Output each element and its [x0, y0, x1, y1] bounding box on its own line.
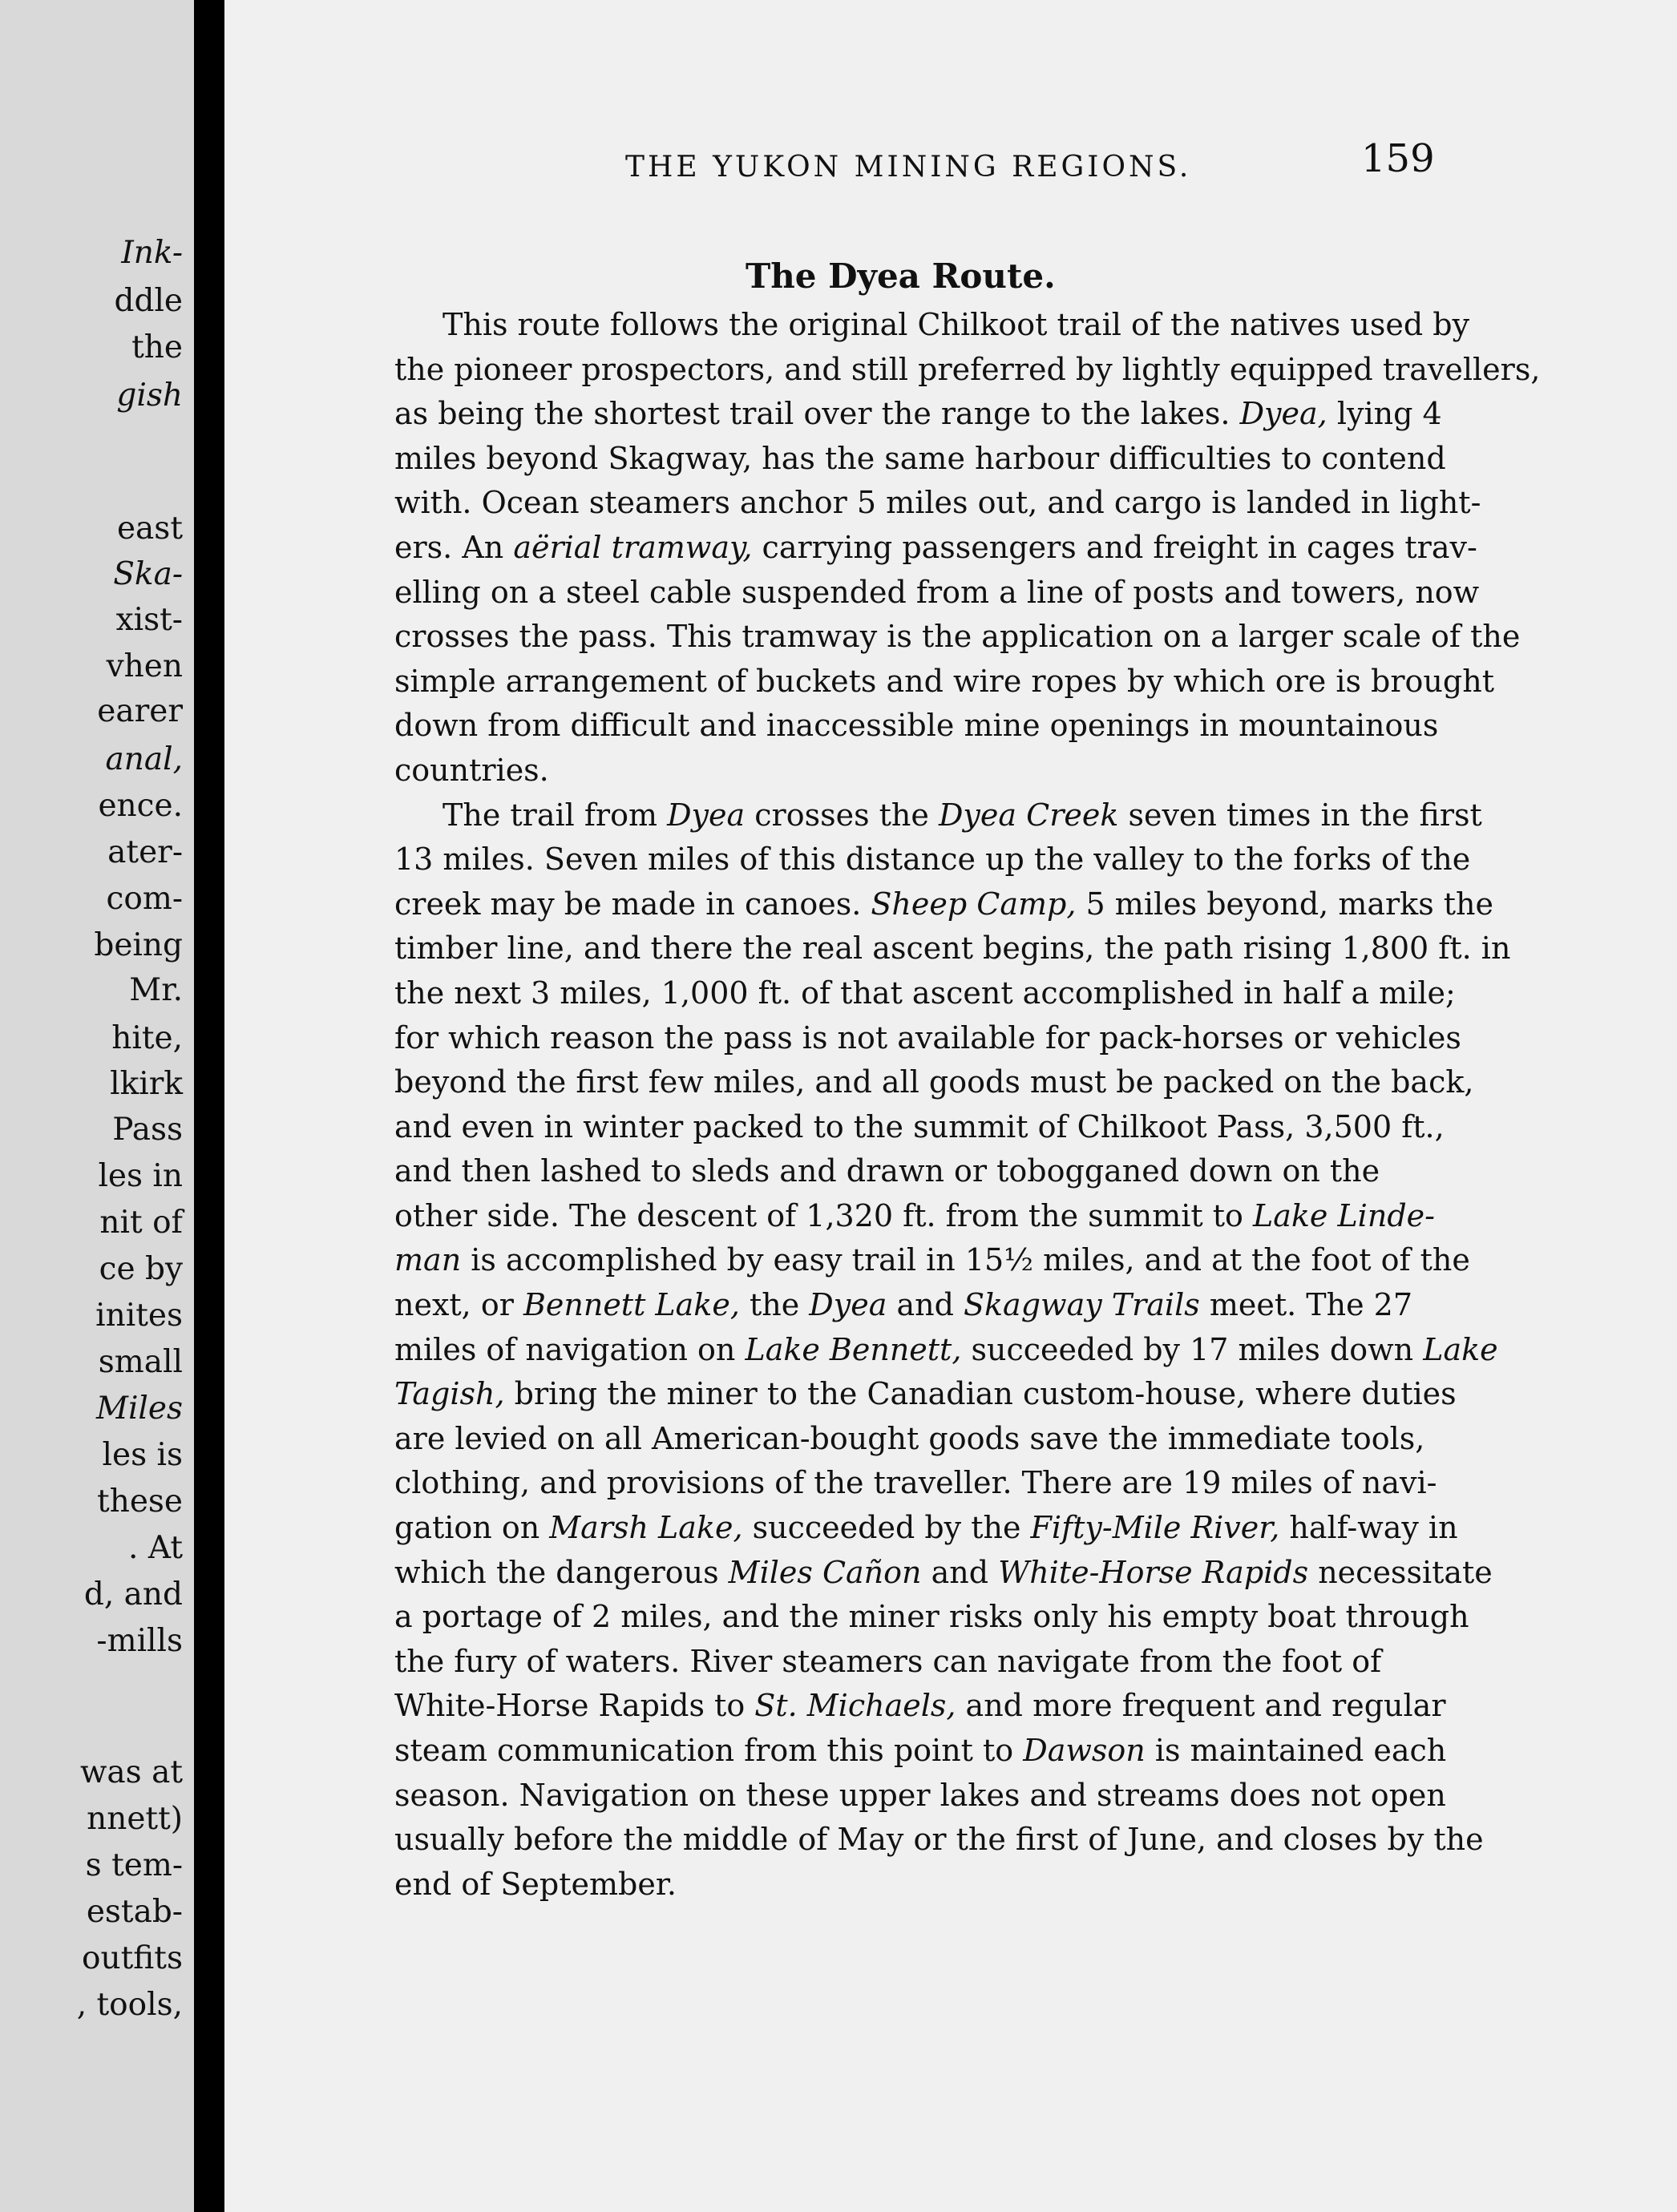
text-run: for which reason the pass is not available for pack-horses or vehicles [394, 1019, 1461, 1056]
text-run: the fury of waters. River steamers can navigate from the foot of [394, 1643, 1382, 1679]
text-run: is maintained each [1145, 1733, 1447, 1768]
text-run: necessitate [1308, 1554, 1493, 1590]
facing-page-fragment [0, 0, 194, 2212]
italic-place-name: Lake Bennett, [745, 1331, 962, 1367]
italic-place-name: Marsh Lake, [549, 1510, 743, 1546]
text-line [394, 1729, 1661, 1774]
text-line [394, 971, 1661, 1016]
italic-place-name: Dyea Creek [938, 797, 1119, 833]
text-line [394, 437, 1661, 482]
facing-page-text: inites [95, 1298, 183, 1334]
text-run: next, or [394, 1287, 523, 1323]
text-line [394, 660, 1661, 704]
italic-place-name: St. Michaels, [754, 1688, 956, 1724]
italic-place-name: Skagway Trails [964, 1287, 1200, 1323]
text-line [394, 1149, 1661, 1194]
text-line [394, 1863, 1661, 1907]
facing-page-text: Ska- [113, 556, 183, 592]
facing-page-text: nnett) [87, 1801, 183, 1837]
text-run: beyond the first few miles, and all goods must be packed on the back, [394, 1064, 1474, 1100]
facing-page-text: anal, [105, 741, 183, 777]
text-run: succeeded by 17 miles down [961, 1331, 1424, 1367]
text-run: seven times in the first [1118, 797, 1482, 833]
facing-page-text: estab- [86, 1894, 183, 1930]
text-run: and then lashed to sleds and drawn or tobogganed down on the [394, 1153, 1380, 1189]
text-line [394, 1595, 1661, 1640]
facing-page-text: Pass [112, 1112, 183, 1148]
italic-place-name: Dyea [667, 797, 746, 833]
text-line [394, 838, 1661, 882]
facing-page-text: ater- [107, 834, 183, 870]
facing-page-text: earer [97, 693, 183, 729]
book-page [224, 0, 1677, 2212]
facing-page-text: xist- [115, 602, 183, 638]
text-run: and even in winter packed to the summit of Chilkoot Pass, 3,500 ft., [394, 1108, 1445, 1144]
book-gutter [194, 0, 224, 2212]
italic-place-name: man [394, 1242, 462, 1278]
text-run: with. Ocean steamers anchor 5 miles out, and cargo is landed in light- [394, 485, 1481, 521]
italic-place-name: Dyea [809, 1287, 887, 1323]
facing-page-text: Miles [96, 1391, 183, 1427]
facing-page-text: Ink- [121, 235, 183, 271]
text-run: which the dangerous [394, 1554, 729, 1590]
italic-place-name: Miles Cañon [728, 1554, 922, 1590]
text-line [394, 526, 1661, 571]
text-line [394, 882, 1661, 927]
facing-page-text: nit of [99, 1205, 183, 1241]
italic-place-name: Lake [1423, 1331, 1498, 1367]
paragraph [394, 793, 1661, 1907]
text-line [394, 1105, 1661, 1150]
facing-page-text: ddle [114, 283, 183, 319]
text-run: usually before the middle of May or the first of June, and closes by the [394, 1822, 1484, 1858]
text-line [394, 1016, 1661, 1061]
text-line [394, 1551, 1661, 1596]
text-line [394, 1283, 1661, 1328]
italic-place-name: Dawson [1023, 1733, 1146, 1768]
page-number: 159 [1361, 136, 1435, 181]
italic-place-name: Fifty-Mile River, [1030, 1510, 1280, 1546]
facing-page-text: com- [106, 881, 183, 917]
text-run: crosses the [745, 797, 939, 833]
facing-page-text: hite, [111, 1020, 183, 1056]
facing-page-text: east [116, 511, 183, 547]
text-run: The trail from [442, 797, 668, 833]
text-run: and more frequent and regular [956, 1688, 1446, 1724]
italic-place-name: Bennett Lake, [523, 1287, 740, 1323]
text-line [394, 303, 1661, 348]
text-line [394, 1328, 1661, 1373]
text-run: other side. The descent of 1,320 ft. from the summit to [394, 1197, 1253, 1233]
text-run: ers. An [394, 529, 514, 565]
text-line [394, 1060, 1661, 1105]
facing-page-text: les is [102, 1437, 183, 1473]
text-run: miles beyond Skagway, has the same harbour difficulties to contend [394, 440, 1446, 476]
text-line [394, 1774, 1661, 1818]
text-run: are levied on all American-bought goods save the immediate tools, [394, 1420, 1425, 1456]
text-line [394, 1640, 1661, 1685]
text-run: elling on a steel cable suspended from a line of posts and towers, now [394, 574, 1480, 610]
facing-page-text: ce by [99, 1251, 183, 1287]
italic-place-name: Tagish, [394, 1376, 505, 1412]
text-run: White-Horse Rapids to [394, 1688, 755, 1724]
body-text [394, 303, 1661, 1907]
facing-page-text: les in [98, 1158, 183, 1194]
text-line [394, 1684, 1661, 1729]
text-line [394, 749, 1661, 793]
text-run: lying 4 [1327, 396, 1442, 432]
text-run: gation on [394, 1510, 550, 1546]
facing-page-text: , tools, [76, 1987, 183, 2023]
text-line [394, 926, 1661, 971]
text-line [394, 704, 1661, 749]
facing-page-text: outfits [82, 1940, 183, 1976]
italic-place-name: Sheep Camp, [871, 886, 1077, 922]
text-run: meet. The 27 [1199, 1287, 1413, 1323]
text-run: as being the shortest trail over the range to the lakes. [394, 396, 1240, 432]
text-run: creek may be made in canoes. [394, 886, 871, 922]
text-run: down from difficult and inaccessible mine openings in mountainous [394, 708, 1439, 744]
facing-page-text: d, and [83, 1576, 183, 1613]
text-line [394, 571, 1661, 616]
text-line [394, 1506, 1661, 1551]
text-run: end of September. [394, 1866, 677, 1902]
text-run: bring the miner to the Canadian custom-house, where duties [504, 1376, 1457, 1412]
text-run: is accomplished by easy trail in 15½ miles, and at the foot of the [461, 1242, 1470, 1278]
text-run: countries. [394, 752, 549, 788]
facing-page-text: Mr. [129, 972, 183, 1008]
text-run: timber line, and there the real ascent begins, the path rising 1,800 ft. in [394, 930, 1511, 967]
text-line [394, 1372, 1661, 1417]
text-line [394, 1461, 1661, 1506]
text-run: half-way in [1279, 1510, 1458, 1546]
text-run: steam communication from this point to [394, 1733, 1024, 1768]
facing-page-text: the [131, 329, 183, 365]
text-run: and [887, 1287, 964, 1323]
facing-page-text: . At [128, 1530, 183, 1566]
text-line [394, 1417, 1661, 1462]
italic-place-name: aërial tramway, [513, 529, 753, 565]
running-header: THE YUKON MINING REGIONS. [625, 151, 1192, 184]
text-line [394, 615, 1661, 660]
facing-page-text: -mills [96, 1623, 183, 1659]
italic-place-name: Dyea, [1239, 396, 1327, 432]
text-run: a portage of 2 miles, and the miner risks only his empty boat through [394, 1599, 1469, 1635]
text-run: succeeded by the [742, 1510, 1031, 1546]
italic-place-name: White-Horse Rapids [998, 1554, 1309, 1590]
text-run: miles of navigation on [394, 1331, 746, 1367]
text-line [394, 392, 1661, 437]
section-title: The Dyea Route. [746, 256, 1056, 296]
facing-page-text: was at [80, 1754, 183, 1790]
paragraph [394, 303, 1661, 793]
text-line [394, 1238, 1661, 1283]
text-run: This route follows the original Chilkoot trail of the natives used by [442, 307, 1470, 342]
text-line [394, 1194, 1661, 1239]
facing-page-text: s tem- [85, 1847, 183, 1883]
text-run: and [921, 1554, 999, 1590]
facing-page-text: these [97, 1483, 183, 1520]
text-run: 13 miles. Seven miles of this distance up the valley to the forks of the [394, 842, 1471, 878]
facing-page-text: small [98, 1344, 183, 1380]
italic-place-name: Lake Linde- [1252, 1197, 1435, 1233]
facing-page-text: lkirk [110, 1066, 183, 1102]
text-run: the pioneer prospectors, and still preferred by lightly equipped travellers, [394, 351, 1541, 387]
text-run: simple arrangement of buckets and wire ropes by which ore is brought [394, 663, 1494, 699]
text-line [394, 793, 1661, 838]
text-run: crosses the pass. This tramway is the application on a larger scale of the [394, 619, 1521, 655]
text-line [394, 348, 1661, 393]
text-line [394, 481, 1661, 526]
text-run: clothing, and provisions of the traveller. There are 19 miles of navi- [394, 1465, 1437, 1501]
text-run: 5 miles beyond, marks the [1076, 886, 1494, 922]
text-run: the next 3 miles, 1,000 ft. of that ascent accomplished in half a mile; [394, 975, 1456, 1011]
facing-page-text: being [94, 927, 183, 963]
facing-page-text: ence. [98, 788, 183, 824]
text-run: carrying passengers and freight in cages trav- [752, 529, 1477, 565]
facing-page-text: vhen [106, 648, 183, 684]
facing-page-text: gish [116, 377, 183, 414]
text-line [394, 1818, 1661, 1863]
text-run: the [739, 1287, 810, 1323]
text-run: season. Navigation on these upper lakes and streams does not open [394, 1777, 1446, 1813]
